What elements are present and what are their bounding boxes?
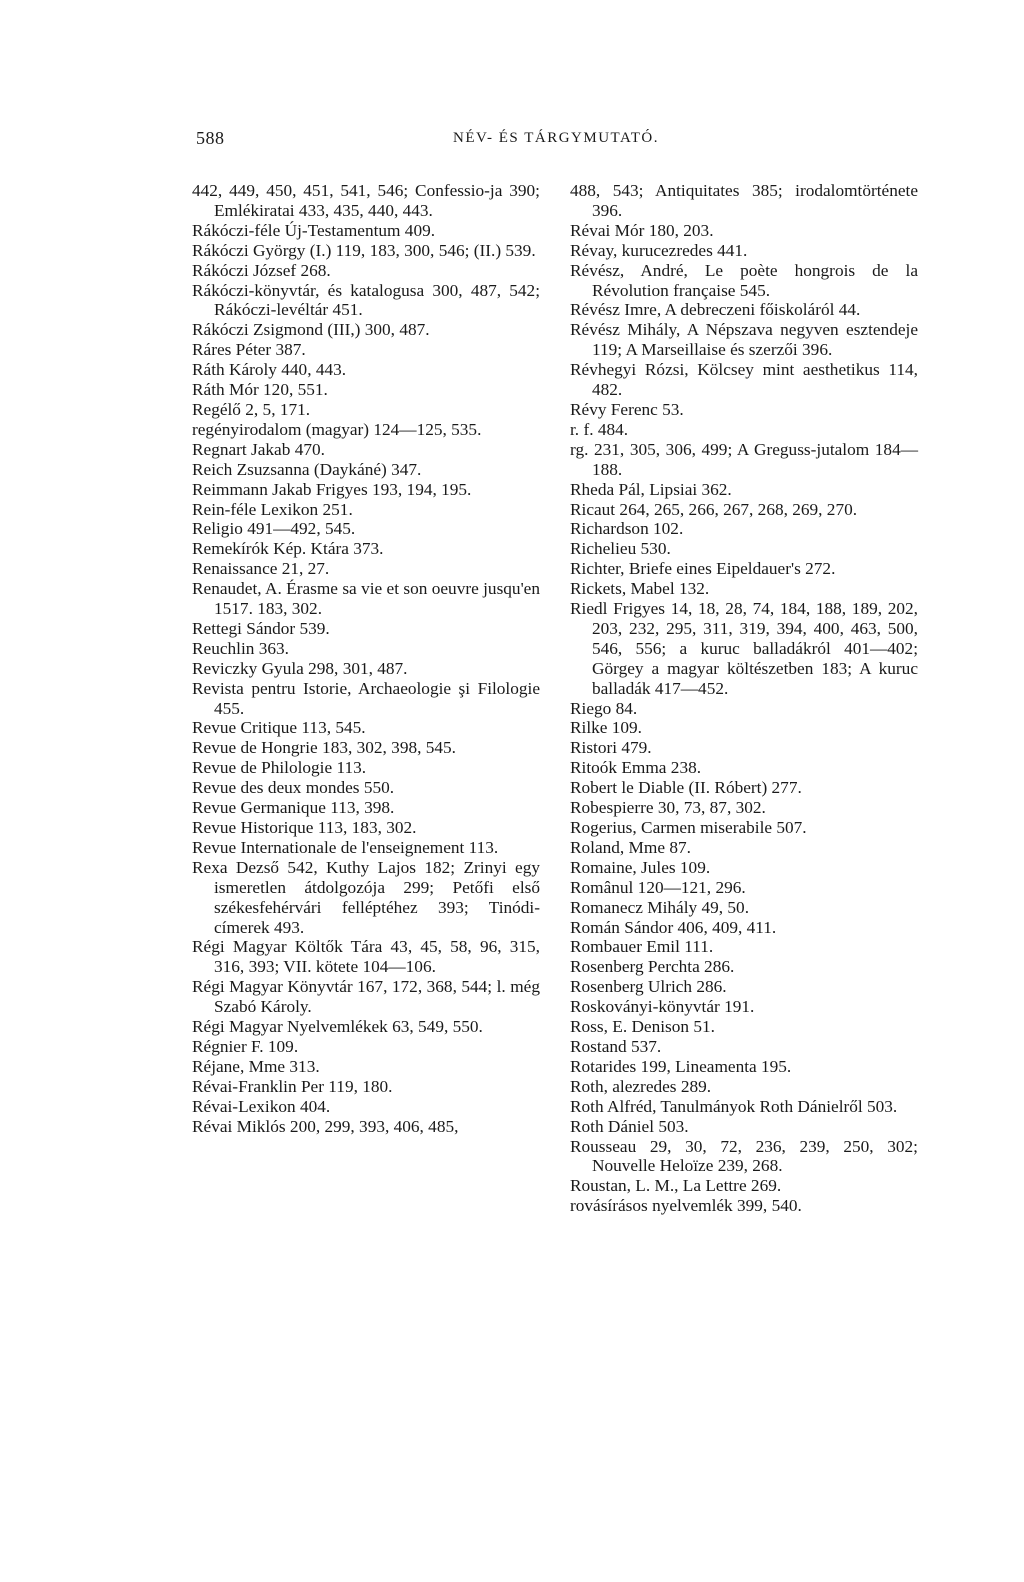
index-entry: Remekírók Kép. Ktára 373.: [192, 539, 384, 559]
index-entry: Roustan, L. M., La Lettre 269.: [570, 1176, 782, 1196]
index-entry: Riego 84.: [570, 698, 638, 718]
index-entry: Rákóczi-könyvtár, és katalogusa 300, 487, 542; Rákóczi-levéltár 451.: [192, 280, 540, 320]
index-entry: Ristori 479.: [570, 738, 652, 758]
index-column-right: [570, 181, 918, 1216]
index-entry: Roland, Mme 87.: [570, 837, 691, 857]
index-entry: Riedl Frigyes 14, 18, 28, 74, 184, 188, 189, 202, 203, 232, 295, 311, 319, 394, 400, 463, 500, 546, 556; a kuruc balladákról 401—402; Görgey a magyar költészetben 183; A kuruc balladák 417—452.: [570, 599, 918, 698]
index-entry: Religio 491—492, 545.: [192, 519, 356, 539]
index-entry: Révai Miklós 200, 299, 393, 406, 485,: [192, 1116, 459, 1136]
index-entry: Roskoványi-könyvtár 191.: [570, 997, 755, 1017]
index-entry: Ritoók Emma 238.: [570, 758, 702, 778]
index-entry: Revue Internationale de l'enseignement 113.: [192, 837, 499, 857]
index-entry: Révai Mór 180, 203.: [570, 220, 714, 240]
index-entry: Revue Germanique 113, 398.: [192, 798, 395, 818]
index-entry: Rexa Dezső 542, Kuthy Lajos 182; Zrinyi egy ismeretlen átdolgozója 299; Petőfi első székesfehérvári felléptéhez 393; Tinódi-címerek 493.: [192, 857, 540, 937]
index-entry: Révész Imre, A debreczeni főiskoláról 44.: [570, 300, 861, 320]
index-entry: Ricaut 264, 265, 266, 267, 268, 269, 270.: [570, 499, 858, 519]
index-entry: Rheda Pál, Lipsiai 362.: [570, 479, 732, 499]
index-entry: Reuchlin 363.: [192, 638, 289, 658]
running-title: NÉV- ÉS TÁRGYMUTATÓ.: [453, 130, 659, 146]
index-entry: Révhegyi Rózsi, Kölcsey mint aesthetikus 114, 482.: [570, 360, 918, 400]
index-entry: Românul 120—121, 296.: [570, 877, 746, 897]
index-entry: Rosenberg Ulrich 286.: [570, 977, 727, 997]
index-entry: Régi Magyar Költők Tára 43, 45, 58, 96, 315, 316, 393; VII. kötete 104—106.: [192, 937, 540, 977]
index-entry: Rickets, Mabel 132.: [570, 579, 710, 599]
index-entry: Revue Historique 113, 183, 302.: [192, 818, 417, 837]
index-entry: Revista pentru Istorie, Archaeologie şi Filologie 455.: [192, 678, 540, 718]
index-entry: Reviczky Gyula 298, 301, 487.: [192, 658, 408, 678]
index-entry: Révai-Franklin Per 119, 180.: [192, 1076, 393, 1096]
index-entry: Robespierre 30, 73, 87, 302.: [570, 798, 766, 818]
page-number: 588: [196, 128, 225, 148]
index-entry: Revue des deux mondes 550.: [192, 778, 395, 798]
index-entry: Réjane, Mme 313.: [192, 1056, 320, 1076]
index-entry: Revue Critique 113, 545.: [192, 718, 366, 738]
index-entry: Richelieu 530.: [570, 539, 671, 559]
index-entry: Rákóczi József 268.: [192, 260, 331, 280]
page-header: [196, 128, 916, 154]
index-entry: Regnart Jakab 470.: [192, 439, 325, 459]
index-entry: Ross, E. Denison 51.: [570, 1017, 715, 1037]
index-entry: Renaudet, A. Érasme sa vie et son oeuvre jusqu'en 1517. 183, 302.: [192, 579, 540, 619]
index-entry: Richter, Briefe eines Eipeldauer's 272.: [570, 559, 836, 579]
index-entry: Rousseau 29, 30, 72, 236, 239, 250, 302; Nouvelle Heloïze 239, 268.: [570, 1136, 918, 1176]
index-entry: Rein-féle Lexikon 251.: [192, 499, 353, 519]
index-entry: Rogerius, Carmen miserabile 507.: [570, 818, 807, 837]
index-entry: Robert le Diable (II. Róbert) 277.: [570, 778, 802, 798]
index-entry: regényirodalom (magyar) 124—125, 535.: [192, 419, 482, 439]
index-entry: Rotarides 199, Lineamenta 195.: [570, 1056, 792, 1076]
index-entry: 442, 449, 450, 451, 541, 546; Confessio-ja 390; Emlékiratai 433, 435, 440, 443.: [192, 181, 540, 220]
index-column-left: [192, 181, 540, 1137]
index-entry: Romaine, Jules 109.: [570, 857, 711, 877]
index-entry: Renaissance 21, 27.: [192, 559, 330, 579]
index-entry: Rostand 537.: [570, 1036, 662, 1056]
index-entry: Révész Mihály, A Népszava negyven esztendeje 119; A Marseillaise és szerzői 396.: [570, 320, 918, 360]
index-entry: rovásírásos nyelvemlék 399, 540.: [570, 1196, 802, 1216]
index-entry: Rákóczi-féle Új-Testamentum 409.: [192, 220, 436, 240]
index-entry: Ráth Mór 120, 551.: [192, 380, 328, 400]
index-entry: Régnier F. 109.: [192, 1036, 299, 1056]
index-entry: Régi Magyar Könyvtár 167, 172, 368, 544; l. még Szabó Károly.: [192, 977, 540, 1017]
index-entry: Régi Magyar Nyelvemlékek 63, 549, 550.: [192, 1017, 483, 1037]
index-entry: Révay, kurucezredes 441.: [570, 240, 748, 260]
index-entry: Reich Zsuzsanna (Daykáné) 347.: [192, 459, 422, 479]
index-entry: Révai-Lexikon 404.: [192, 1096, 331, 1116]
index-entry: r. f. 484.: [570, 419, 629, 439]
index-entry: Rilke 109.: [570, 718, 643, 738]
index-entry: Reimmann Jakab Frigyes 193, 194, 195.: [192, 479, 472, 499]
index-entry: Révész, André, Le poète hongrois de la Révolution française 545.: [570, 260, 918, 300]
index-entry: Richardson 102.: [570, 519, 684, 539]
index-entry: Roth, alezredes 289.: [570, 1076, 712, 1096]
index-entry: Roth Alfréd, Tanulmányok Roth Dánielről 503.: [570, 1096, 898, 1116]
index-entry: Ráth Károly 440, 443.: [192, 360, 347, 380]
index-entry: rg. 231, 305, 306, 499; A Greguss-jutalom 184—188.: [570, 439, 918, 479]
index-entry: 488, 543; Antiquitates 385; irodalomtörténete 396.: [570, 181, 918, 220]
index-entry: Rosenberg Perchta 286.: [570, 957, 735, 977]
index-entry: Rákóczi Zsigmond (III,) 300, 487.: [192, 320, 430, 340]
index-entry: Revue de Hongrie 183, 302, 398, 545.: [192, 738, 456, 758]
index-entry: Rombauer Emil 111.: [570, 937, 714, 957]
index-entry: Rettegi Sándor 539.: [192, 618, 330, 638]
index-entry: Ráres Péter 387.: [192, 340, 306, 360]
index-entry: Regélő 2, 5, 171.: [192, 399, 311, 419]
index-entry: Rákóczi György (I.) 119, 183, 300, 546; (II.) 539.: [192, 240, 536, 260]
index-entry: Revue de Philologie 113.: [192, 758, 367, 778]
index-entry: Romanecz Mihály 49, 50.: [570, 897, 750, 917]
index-entry: Roth Dániel 503.: [570, 1116, 689, 1136]
index-entry: Révy Ferenc 53.: [570, 399, 684, 419]
index-entry: Román Sándor 406, 409, 411.: [570, 917, 777, 937]
